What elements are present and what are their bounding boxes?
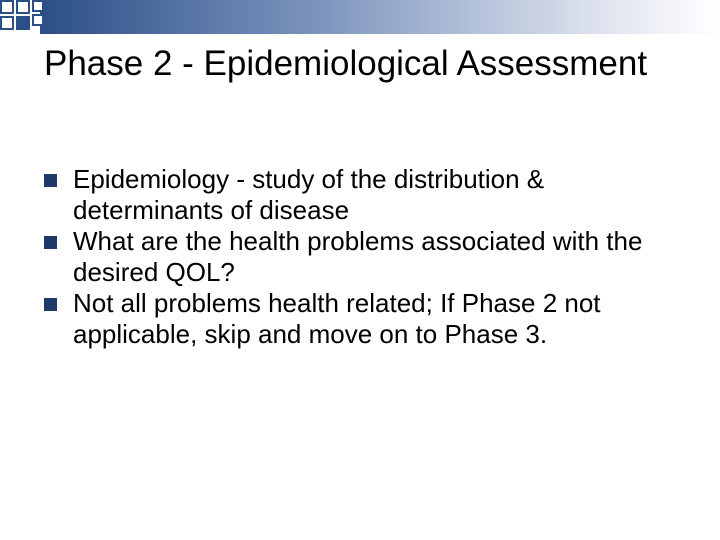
square-bullet-icon (44, 298, 57, 311)
square-bullet-icon (44, 236, 57, 249)
decorative-square (16, 16, 30, 30)
decorative-square (0, 16, 14, 30)
slide-title: Phase 2 - Epidemiological Assessment (44, 44, 648, 83)
decorative-square (32, 14, 44, 26)
square-bullet-icon (44, 174, 57, 187)
bullet-text: Epidemiology - study of the distribution & determinants of disease (73, 164, 545, 225)
bullet-text: What are the health problems associated with the desired QOL? (73, 226, 643, 287)
bullet-item (44, 288, 674, 350)
bullet-item (44, 164, 674, 226)
bullet-list (44, 164, 674, 350)
header-gradient-band (40, 0, 720, 34)
bullet-item (44, 226, 674, 288)
decorative-square (16, 0, 30, 14)
decorative-square (0, 0, 14, 14)
decorative-square (32, 0, 44, 12)
bullet-text: Not all problems health related; If Phase 2 not applicable, skip and move on to Phase 3. (73, 288, 601, 349)
